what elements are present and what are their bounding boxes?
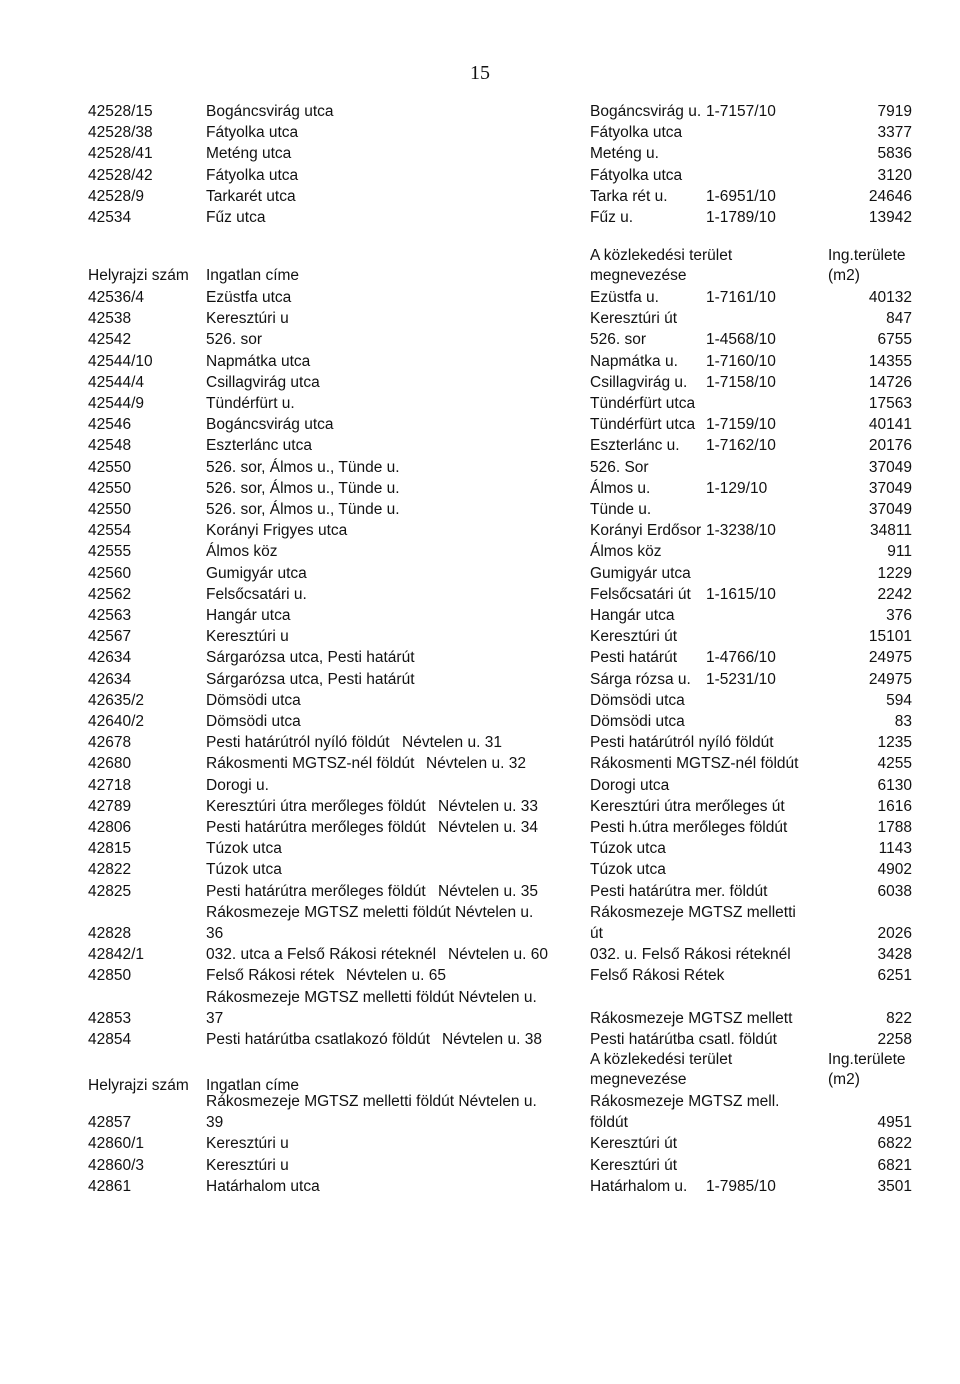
cell-address: Rákosmezeje MGTSZ meletti földút Névtelen u. <box>206 903 534 921</box>
cell-hrsz: 42562 <box>88 585 132 603</box>
table-row <box>0 165 960 186</box>
cell-address: Dorogi u. <box>206 776 269 794</box>
table-row <box>0 647 960 668</box>
cell-code: 1-7158/10 <box>706 373 776 391</box>
header-hrsz: Helyrajzi szám <box>88 267 189 284</box>
cell-hrsz: 42528/38 <box>88 124 153 142</box>
table-row <box>0 1091 960 1112</box>
table-row <box>0 690 960 711</box>
cell-hrsz: 42528/42 <box>88 166 153 184</box>
cell-name: Dömsödi utca <box>590 713 685 730</box>
table-row <box>0 435 960 456</box>
cell-name: 526. sor <box>590 331 647 349</box>
cell-area: 20176 <box>868 437 912 455</box>
cell-address: Bogáncsvirág utca <box>206 103 334 120</box>
cell-area: 37049 <box>868 501 912 518</box>
cell-code: 1-6951/10 <box>706 187 776 205</box>
cell-code: 1-4766/10 <box>706 649 776 667</box>
cell-address: Dömsödi utca <box>206 691 301 709</box>
cell-area: 1788 <box>877 819 912 836</box>
cell-hrsz: 42554 <box>88 522 132 540</box>
cell-area: 822 <box>886 1009 912 1027</box>
cell-name: Tündérfürt utca <box>590 416 696 434</box>
cell-address: Pesti határútra merőleges földút <box>206 882 426 900</box>
table-row <box>0 923 960 944</box>
cell-name: Ezüstfa u. <box>590 289 659 306</box>
cell-name: Napmátka u. <box>590 352 678 370</box>
cell-name: Rákosmenti MGTSZ-nél földút <box>590 755 799 773</box>
cell-area: 24975 <box>868 649 912 667</box>
table-row <box>0 351 960 372</box>
table-row <box>0 414 960 435</box>
cell-code: 1-7985/10 <box>706 1177 776 1195</box>
cell-name: Rákosmezeje MGTSZ mellett <box>590 1009 793 1027</box>
cell-area: 34811 <box>870 522 912 540</box>
cell-address: 37 <box>206 1009 224 1027</box>
table-row <box>0 393 960 414</box>
table-row <box>0 541 960 562</box>
cell-hrsz: 42528/15 <box>88 103 153 120</box>
cell-area: 1616 <box>877 797 912 815</box>
table-row <box>0 372 960 393</box>
cell-area: 40141 <box>868 416 912 434</box>
table-row <box>0 308 960 329</box>
table-row <box>0 859 960 880</box>
cell-name: Túzok utca <box>590 840 666 858</box>
cell-name: Gumigyár utca <box>590 564 691 582</box>
table-row <box>0 478 960 499</box>
header-hrsz: Helyrajzi szám <box>88 1077 189 1094</box>
cell-area: 6130 <box>877 776 912 794</box>
cell-hrsz: 42678 <box>88 734 132 752</box>
cell-hrsz: 42528/9 <box>88 187 145 205</box>
cell-address: Határhalom utca <box>206 1177 320 1195</box>
cell-address: 39 <box>206 1114 224 1132</box>
cell-address: 032. utca a Felső Rákosi réteknél <box>206 946 437 964</box>
cell-code: 1-1789/10 <box>706 209 776 226</box>
table-row <box>0 563 960 584</box>
cell-code: 1-1615/10 <box>706 585 776 603</box>
cell-address: 526. sor <box>206 331 263 349</box>
table-row <box>0 122 960 143</box>
cell-address: Meténg utca <box>206 145 292 163</box>
page-number: 15 <box>470 62 490 84</box>
header-area-line1: Ing.területe <box>828 1051 906 1068</box>
header-address: Ingatlan címe <box>206 1077 300 1094</box>
cell-hrsz: 42555 <box>88 543 132 561</box>
cell-code: 1-7157/10 <box>706 103 776 120</box>
cell-address: Keresztúri útra merőleges földút <box>206 797 426 815</box>
cell-address: Felsőcsatári u. <box>206 585 307 603</box>
cell-name: Fűz u. <box>590 209 634 226</box>
cell-hrsz: 42680 <box>88 755 132 773</box>
cell-hrsz: 42857 <box>88 1114 132 1132</box>
cell-code: 1-3238/10 <box>706 522 776 540</box>
table-row <box>0 207 960 228</box>
cell-address: Eszterlánc utca <box>206 437 312 455</box>
cell-area: 6038 <box>877 882 912 900</box>
cell-hrsz: 42536/4 <box>88 289 145 306</box>
header-area-line1: Ing.területe <box>828 247 906 264</box>
cell-address: 526. sor, Álmos u., Tünde u. <box>206 479 400 497</box>
cell-nevtelen: Névtelen u. 32 <box>426 755 526 773</box>
table-row <box>0 753 960 774</box>
header-area-line2: (m2) <box>828 1071 860 1088</box>
cell-code: 1-7161/10 <box>706 289 776 306</box>
cell-address: Csillagvirág utca <box>206 373 320 391</box>
cell-name: földút <box>590 1114 628 1132</box>
table-row <box>0 1112 960 1133</box>
cell-area: 4902 <box>877 861 912 879</box>
cell-name: Tünde u. <box>590 501 652 518</box>
cell-hrsz: 42634 <box>88 670 132 688</box>
cell-area: 1235 <box>877 734 912 752</box>
table-row <box>0 1133 960 1154</box>
cell-hrsz: 42640/2 <box>88 713 145 730</box>
header-area-line2: (m2) <box>828 267 860 284</box>
table-row <box>0 838 960 859</box>
cell-name: Pesti határút <box>590 649 678 667</box>
table-row <box>0 457 960 478</box>
cell-area: 2258 <box>877 1031 912 1048</box>
cell-address: Tündérfürt u. <box>206 395 295 412</box>
table-row <box>0 817 960 838</box>
cell-hrsz: 42860/3 <box>88 1156 145 1174</box>
table-row <box>0 626 960 647</box>
cell-name: Rákosmezeje MGTSZ mell. <box>590 1093 780 1110</box>
cell-name: Korányi Erdősor <box>590 522 702 540</box>
cell-name: Túzok utca <box>590 861 666 879</box>
cell-address: Rákosmezeje MGTSZ melletti földút Névtelen u. <box>206 988 537 1006</box>
cell-area: 594 <box>886 691 912 709</box>
cell-name: Álmos köz <box>590 543 662 561</box>
cell-name: Tarka rét u. <box>590 187 668 205</box>
table-row <box>0 732 960 753</box>
cell-area: 2026 <box>877 925 912 942</box>
cell-area: 24646 <box>868 187 912 205</box>
table-row <box>0 987 960 1008</box>
cell-address: Pesti határútról nyíló földút <box>206 734 390 752</box>
cell-address: Túzok utca <box>206 861 282 879</box>
cell-name: Sárga rózsa u. <box>590 670 691 688</box>
cell-name: 526. Sor <box>590 458 649 476</box>
cell-name: Pesti h.útra merőleges földút <box>590 819 788 836</box>
cell-hrsz: 42850 <box>88 967 132 985</box>
cell-hrsz: 42544/4 <box>88 373 145 391</box>
cell-address: Napmátka utca <box>206 352 311 370</box>
cell-name: Fátyolka utca <box>590 124 683 142</box>
cell-name: Csillagvirág u. <box>590 373 688 391</box>
cell-name: Keresztúri út <box>590 310 678 328</box>
table-row <box>0 902 960 923</box>
cell-hrsz: 42789 <box>88 797 132 815</box>
cell-hrsz: 42560 <box>88 564 132 582</box>
cell-hrsz: 42542 <box>88 331 132 349</box>
cell-name: Keresztúri út <box>590 1135 678 1153</box>
cell-name: Meténg u. <box>590 145 659 163</box>
cell-nevtelen: Névtelen u. 34 <box>438 819 538 836</box>
table-row <box>0 186 960 207</box>
header-name-line2: megnevezése <box>590 1071 687 1088</box>
cell-name: Pesti határútról nyíló földút <box>590 734 774 752</box>
cell-address: 526. sor, Álmos u., Tünde u. <box>206 458 400 476</box>
cell-area: 7919 <box>877 103 912 120</box>
cell-nevtelen: Névtelen u. 65 <box>346 967 446 985</box>
cell-area: 4951 <box>877 1114 912 1132</box>
cell-address: Hangár utca <box>206 607 291 624</box>
table-row <box>0 329 960 350</box>
cell-name: Álmos u. <box>590 479 651 497</box>
cell-code: 1-7162/10 <box>706 437 776 455</box>
cell-area: 40132 <box>868 289 912 306</box>
cell-area: 3428 <box>877 946 912 964</box>
cell-hrsz: 42550 <box>88 458 132 476</box>
table-row <box>0 499 960 520</box>
cell-name: Fátyolka utca <box>590 166 683 184</box>
cell-name: Dorogi utca <box>590 776 670 794</box>
cell-nevtelen: Névtelen u. 60 <box>448 946 548 964</box>
cell-area: 37049 <box>868 458 912 476</box>
cell-area: 911 <box>887 543 912 561</box>
cell-address: 36 <box>206 925 224 942</box>
table-row <box>0 1008 960 1029</box>
section-2-header <box>0 246 960 290</box>
table-row <box>0 1029 960 1050</box>
table-row <box>0 584 960 605</box>
cell-address: Bogáncsvirág utca <box>206 416 334 434</box>
table-row <box>0 520 960 541</box>
cell-hrsz: 42546 <box>88 416 132 434</box>
table-row <box>0 287 960 308</box>
cell-name: Hangár utca <box>590 607 675 624</box>
cell-hrsz: 42528/41 <box>88 145 153 163</box>
cell-address: Keresztúri u <box>206 1156 289 1174</box>
cell-address: Gumigyár utca <box>206 564 307 582</box>
cell-area: 24975 <box>868 670 912 688</box>
cell-area: 37049 <box>868 479 912 497</box>
cell-address: Korányi Frigyes utca <box>206 522 348 540</box>
cell-address: Felső Rákosi rétek <box>206 967 335 985</box>
cell-name: Keresztúri út <box>590 628 678 646</box>
cell-address: Ezüstfa utca <box>206 289 292 306</box>
cell-name: Rákosmezeje MGTSZ melletti <box>590 903 796 921</box>
cell-hrsz: 42815 <box>88 840 132 858</box>
cell-name: Felsőcsatári út <box>590 585 691 603</box>
header-address: Ingatlan címe <box>206 267 300 284</box>
cell-hrsz: 42861 <box>88 1177 132 1195</box>
cell-code: 1-7159/10 <box>706 416 776 434</box>
cell-address: Túzok utca <box>206 840 282 858</box>
cell-address: Rákosmezeje MGTSZ melletti földút Névtelen u. <box>206 1093 537 1110</box>
cell-hrsz: 42854 <box>88 1031 132 1048</box>
cell-area: 6821 <box>877 1156 912 1174</box>
table-row <box>0 965 960 986</box>
cell-name: Felső Rákosi Rétek <box>590 967 725 985</box>
table-row <box>0 1155 960 1176</box>
cell-area: 1143 <box>878 840 912 858</box>
cell-address: Álmos köz <box>206 543 278 561</box>
cell-area: 3377 <box>877 124 912 142</box>
cell-hrsz: 42538 <box>88 310 132 328</box>
cell-area: 376 <box>886 607 912 624</box>
cell-name: Pesti határútra mer. földút <box>590 882 768 900</box>
table-row <box>0 605 960 626</box>
cell-area: 14355 <box>868 352 912 370</box>
cell-address: Keresztúri u <box>206 1135 289 1153</box>
cell-hrsz: 42635/2 <box>88 691 145 709</box>
cell-address: 526. sor, Álmos u., Tünde u. <box>206 501 400 518</box>
header-name-line1: A közlekedési terület <box>590 247 733 264</box>
cell-area: 6822 <box>877 1135 912 1153</box>
cell-area: 15101 <box>868 628 912 646</box>
cell-hrsz: 42548 <box>88 437 132 455</box>
cell-hrsz: 42842/1 <box>88 946 145 964</box>
cell-name: 032. u. Felső Rákosi réteknél <box>590 946 791 964</box>
cell-address: Fátyolka utca <box>206 124 299 142</box>
cell-area: 1229 <box>877 564 912 582</box>
cell-address: Fátyolka utca <box>206 166 299 184</box>
cell-area: 4255 <box>877 755 912 773</box>
cell-nevtelen: Névtelen u. 38 <box>442 1031 542 1048</box>
cell-area: 6755 <box>877 331 912 349</box>
cell-name: Bogáncsvirág u. <box>590 103 702 120</box>
cell-code: 1-5231/10 <box>706 670 776 688</box>
cell-code: 1-7160/10 <box>706 352 776 370</box>
header-name-line1: A közlekedési terület <box>590 1051 733 1068</box>
cell-name: út <box>590 925 603 942</box>
table-row <box>0 669 960 690</box>
cell-area: 17563 <box>868 395 912 412</box>
cell-hrsz: 42718 <box>88 776 132 794</box>
cell-name: Keresztúri útra merőleges út <box>590 797 785 815</box>
cell-area: 6251 <box>877 967 912 985</box>
table-row <box>0 881 960 902</box>
cell-hrsz: 42853 <box>88 1009 132 1027</box>
cell-hrsz: 42825 <box>88 882 132 900</box>
cell-address: Rákosmenti MGTSZ-nél földút <box>206 755 415 773</box>
cell-nevtelen: Névtelen u. 33 <box>438 797 538 815</box>
table-row <box>0 944 960 965</box>
table-row <box>0 775 960 796</box>
cell-area: 2242 <box>877 585 912 603</box>
cell-hrsz: 42822 <box>88 861 132 879</box>
cell-area: 3501 <box>877 1177 912 1195</box>
cell-hrsz: 42634 <box>88 649 132 667</box>
table-row <box>0 101 960 122</box>
cell-address: Sárgarózsa utca, Pesti határút <box>206 649 415 667</box>
cell-name: Tündérfürt utca <box>590 395 696 412</box>
table-row <box>0 711 960 732</box>
cell-area: 3120 <box>877 166 912 184</box>
cell-address: Keresztúri u <box>206 628 289 646</box>
cell-hrsz: 42534 <box>88 209 132 226</box>
cell-area: 847 <box>886 310 912 328</box>
cell-hrsz: 42544/9 <box>88 395 145 412</box>
cell-hrsz: 42860/1 <box>88 1135 145 1153</box>
cell-name: Pesti határútba csatl. földút <box>590 1031 777 1048</box>
cell-area: 14726 <box>868 373 912 391</box>
cell-address: Pesti határútra merőleges földút <box>206 819 426 836</box>
section-3-header <box>0 1050 960 1094</box>
cell-area: 83 <box>894 713 912 730</box>
cell-name: Dömsödi utca <box>590 691 685 709</box>
cell-address: Tarkarét utca <box>206 187 296 205</box>
cell-hrsz: 42550 <box>88 479 132 497</box>
table-row <box>0 796 960 817</box>
cell-name: Eszterlánc u. <box>590 437 680 455</box>
cell-nevtelen: Névtelen u. 31 <box>402 734 502 752</box>
cell-address: Pesti határútba csatlakozó földút <box>206 1031 431 1048</box>
cell-area: 13942 <box>868 209 912 226</box>
cell-address: Dömsödi utca <box>206 713 301 730</box>
cell-name: Határhalom u. <box>590 1177 688 1195</box>
cell-address: Sárgarózsa utca, Pesti határút <box>206 670 415 688</box>
header-name-line2: megnevezése <box>590 267 687 284</box>
cell-hrsz: 42563 <box>88 607 132 624</box>
cell-address: Keresztúri u <box>206 310 289 328</box>
cell-hrsz: 42544/10 <box>88 352 153 370</box>
table-row <box>0 1176 960 1197</box>
cell-address: Fűz utca <box>206 209 266 226</box>
cell-area: 5836 <box>877 145 912 163</box>
cell-hrsz: 42567 <box>88 628 132 646</box>
cell-hrsz: 42806 <box>88 819 132 836</box>
cell-name: Keresztúri út <box>590 1156 678 1174</box>
cell-hrsz: 42828 <box>88 925 132 942</box>
cell-nevtelen: Névtelen u. 35 <box>438 882 538 900</box>
cell-hrsz: 42550 <box>88 501 132 518</box>
table-row <box>0 143 960 164</box>
cell-code: 1-129/10 <box>706 479 768 497</box>
cell-code: 1-4568/10 <box>706 331 776 349</box>
